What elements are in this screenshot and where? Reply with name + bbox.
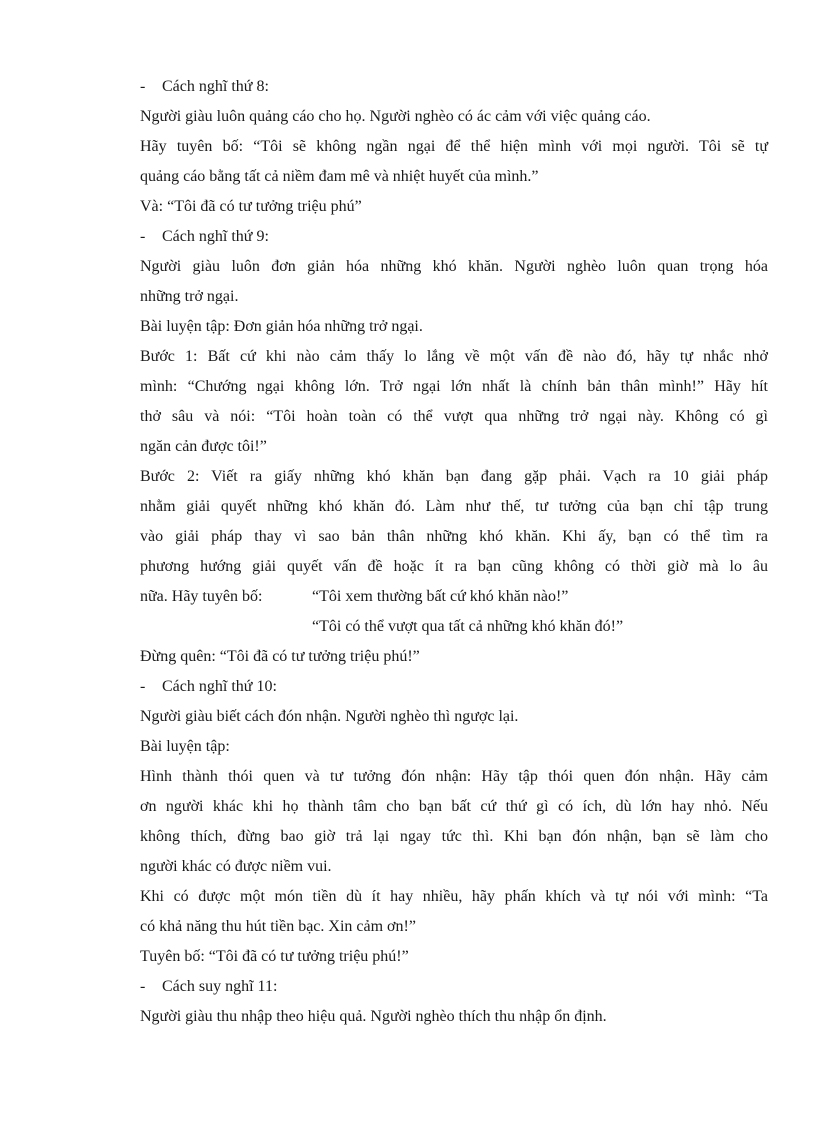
paragraph-line: Bước 1: Bất cứ khi nào cảm thấy lo lắng về một vấn đề nào đó, hãy tự nhắc nhở [140,348,768,365]
paragraph-line: Người giàu thu nhập theo hiệu quả. Người nghèo thích thu nhập ổn định. [140,1008,607,1025]
paragraph-line: Bài luyện tập: [140,738,230,755]
heading-text: Cách suy nghĩ 11: [162,978,278,995]
paragraph-line: Người giàu luôn quảng cáo cho họ. Người nghèo có ác cảm với việc quảng cáo. [140,108,651,125]
paragraph-line: những trở ngại. [140,288,239,305]
paragraph-line: Người giàu luôn đơn giản hóa những khó khăn. Người nghèo luôn quan trọng hóa [140,258,768,275]
declaration-label: nữa. Hãy tuyên bố: [140,588,263,605]
heading-text: Cách nghĩ thứ 8: [162,78,269,95]
heading-text: Cách nghĩ thứ 10: [162,678,277,695]
heading-text: Cách nghĩ thứ 9: [162,228,269,245]
heading-way-11 [140,972,768,1002]
paragraph-line: Khi có được một món tiền dù ít hay nhiều, hãy phấn khích và tự nói với mình: “Ta [140,888,768,905]
paragraph-line: nhằm giải quyết những khó khăn đó. Làm như thế, tư tưởng của bạn chỉ tập trung [140,498,768,515]
paragraph-line: Tuyên bố: “Tôi đã có tư tưởng triệu phú!” [140,948,409,965]
heading-way-9 [140,222,768,252]
paragraph-line: người khác có được niềm vui. [140,858,332,875]
list-dash: - [140,678,146,695]
heading-way-8 [140,72,768,102]
paragraph-line: Bước 2: Viết ra giấy những khó khăn bạn đang gặp phải. Vạch ra 10 giải pháp [140,468,768,485]
paragraph-line: Người giàu biết cách đón nhận. Người nghèo thì ngược lại. [140,708,519,725]
heading-way-10 [140,672,768,702]
list-dash: - [140,228,146,245]
paragraph-line: thở sâu và nói: “Tôi hoàn toàn có thể vượt qua những trở ngại này. Không có gì [140,408,768,425]
document-page [140,72,768,1032]
paragraph-line: vào giải pháp thay vì sao bản thân những khó khăn. Khi ấy, bạn có thể tìm ra [140,528,768,545]
paragraph-line: Và: “Tôi đã có tư tưởng triệu phú” [140,198,362,215]
paragraph-line: quảng cáo bằng tất cả niềm đam mê và nhiệt huyết của mình.” [140,168,539,185]
paragraph-line [140,582,768,612]
paragraph-line: ơn người khác khi họ thành tâm cho bạn bất cứ thứ gì có ích, dù lớn hay nhỏ. Nếu [140,798,768,815]
paragraph-line: Hình thành thói quen và tư tưởng đón nhận: Hãy tập thói quen đón nhận. Hãy cảm [140,768,768,785]
declaration-quote-line: “Tôi có thể vượt qua tất cả những khó khăn đó!” [312,618,624,635]
paragraph-line: mình: “Chướng ngại không lớn. Trở ngại lớn nhất là chính bản thân mình!” Hãy hít [140,378,768,395]
paragraph-line: Đừng quên: “Tôi đã có tư tưởng triệu phú!” [140,648,420,665]
paragraph-line: Bài luyện tập: Đơn giản hóa những trở ngại. [140,318,423,335]
paragraph-line: có khả năng thu hút tiền bạc. Xin cảm ơn!” [140,918,416,935]
list-dash: - [140,978,146,995]
list-dash: - [140,78,146,95]
paragraph-line: không thích, đừng bao giờ trả lại ngay tức thì. Khi bạn đón nhận, bạn sẽ làm cho [140,828,768,845]
paragraph-line: ngăn cản được tôi!” [140,438,267,455]
paragraph-line: phương hướng giải quyết vấn đề hoặc ít ra bạn cũng không có thời giờ mà lo âu [140,558,768,575]
declaration-quote: “Tôi xem thường bất cứ khó khăn nào!” [312,588,569,605]
paragraph-line: Hãy tuyên bố: “Tôi sẽ không ngần ngại để thể hiện mình với mọi người. Tôi sẽ tự [140,138,768,155]
